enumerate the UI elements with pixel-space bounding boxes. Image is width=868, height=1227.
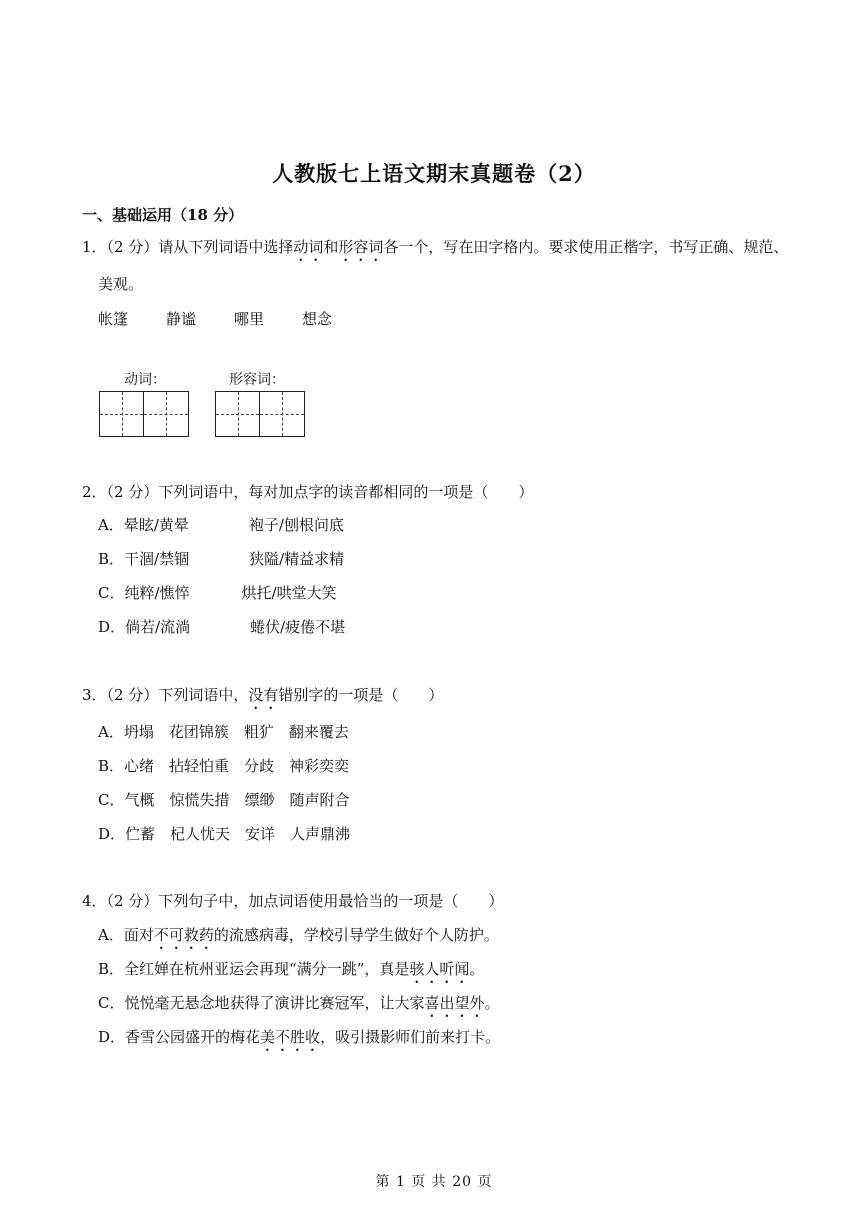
option-word-b: 狭隘/精益求精 (249, 550, 345, 568)
option-text-post: ，吸引摄影师们前来打卡。 (320, 1028, 501, 1046)
option-dotted: 喜出望外 (424, 994, 485, 1012)
grid-cell[interactable] (100, 392, 144, 436)
q1-word: 想念 (302, 310, 333, 328)
q2-option-c (98, 582, 337, 603)
q1-dotted-verb: 动词 (293, 238, 324, 256)
option-text: 坍塌 花团锦簇 粗犷 翻来覆去 (123, 723, 349, 741)
q3-text-post: 错别字的一项是（ ） (278, 686, 444, 704)
option-letter: A． (98, 516, 124, 534)
option-dotted: 骇人听闻 (409, 960, 470, 978)
option-letter: D． (98, 618, 126, 636)
adj-writing-grid[interactable] (215, 391, 305, 437)
grid-cell[interactable] (144, 392, 188, 436)
verb-writing-grid[interactable] (99, 391, 189, 437)
option-text: 心绪 拈轻怕重 分歧 神彩奕奕 (124, 757, 350, 775)
q1-text-mid: 和 (323, 238, 339, 256)
option-text: 气概 惊慌失措 缥缈 随声附合 (124, 791, 350, 809)
option-letter: A． (98, 926, 124, 944)
page-footer: 第 1 页 共 20 页 (375, 1174, 493, 1190)
option-text-post: 。 (469, 960, 485, 978)
option-letter: C． (98, 994, 125, 1012)
option-word-a: 倘若/流淌 (125, 618, 191, 636)
option-word-b: 烘托/哄堂大笑 (241, 584, 337, 602)
option-text: 香雪公园盛开的梅花 (125, 1028, 261, 1046)
q1-text-post: 各一个，写在田字格内。要求使用正楷字，书写正确、规范、 (383, 238, 789, 256)
option-text-post: 。 (484, 994, 500, 1012)
question-4-stem: 4．（2 分）下列句子中，加点词语使用最恰当的一项是（ ） (82, 892, 504, 910)
option-text: 面对 (123, 926, 154, 944)
option-letter: D． (98, 825, 126, 843)
q2-option-d (98, 616, 345, 637)
page-title: 人教版七上语文期末真题卷（2） (272, 161, 596, 186)
q4-option-a (98, 924, 499, 953)
question-2-stem: 2．（2 分）下列词语中，每对加点字的读音都相同的一项是（ ） (82, 483, 534, 501)
q1-dotted-adj: 形容词 (338, 238, 384, 256)
verb-grid-label: 动词： (124, 372, 166, 388)
q1-word: 静谧 (166, 310, 197, 328)
option-word-a: 晕眩/黄晕 (123, 516, 189, 534)
q1-word: 帐篷 (98, 310, 129, 328)
question-3-stem (82, 684, 443, 713)
q3-option-c (98, 789, 350, 810)
option-letter: C． (98, 584, 125, 602)
adj-grid-label: 形容词： (229, 372, 285, 388)
option-letter: B． (98, 550, 125, 568)
option-letter: B． (98, 757, 125, 775)
grid-cell[interactable] (260, 392, 304, 436)
option-dotted: 不可救药 (153, 926, 214, 944)
q3-option-d (98, 823, 350, 844)
grid-cell[interactable] (216, 392, 260, 436)
q3-option-b (98, 755, 349, 776)
option-word-b: 蜷伏/疲倦不堪 (250, 618, 346, 636)
option-word-a: 纯粹/憔悴 (124, 584, 190, 602)
option-letter: B． (98, 960, 125, 978)
question-1-line1 (82, 236, 788, 265)
section-heading: 一、基础运用（18 分） (82, 206, 244, 224)
q1-word: 哪里 (234, 310, 265, 328)
option-text: 全红婵在杭州亚运会再现“满分一跳”，真是 (124, 960, 410, 978)
q4-option-b (98, 958, 484, 987)
option-letter: D． (98, 1028, 126, 1046)
question-1-line2: 美观。 (98, 275, 144, 293)
q3-dotted: 没有 (248, 686, 279, 704)
option-dotted: 美不胜收 (260, 1028, 321, 1046)
option-text: 伫蓄 杞人忧天 安详 人声鼎沸 (125, 825, 351, 843)
option-text-post: 的流感病毒，学校引导学生做好个人防护。 (213, 926, 499, 944)
option-letter: C． (98, 791, 125, 809)
q4-option-d (98, 1026, 500, 1055)
q3-option-a (98, 721, 349, 742)
q1-text: 1．（2 分）请从下列词语中选择 (82, 238, 294, 256)
option-word-a: 干涸/禁锢 (124, 550, 190, 568)
q4-option-c (98, 992, 500, 1021)
q2-option-a (98, 514, 344, 535)
option-letter: A． (98, 723, 124, 741)
q3-text: 3．（2 分）下列词语中， (82, 686, 249, 704)
option-text: 悦悦毫无悬念地获得了演讲比赛冠军，让大家 (124, 994, 425, 1012)
option-word-b: 袍子/刨根问底 (248, 516, 344, 534)
q2-option-b (98, 548, 344, 569)
q1-word-list (98, 308, 370, 329)
